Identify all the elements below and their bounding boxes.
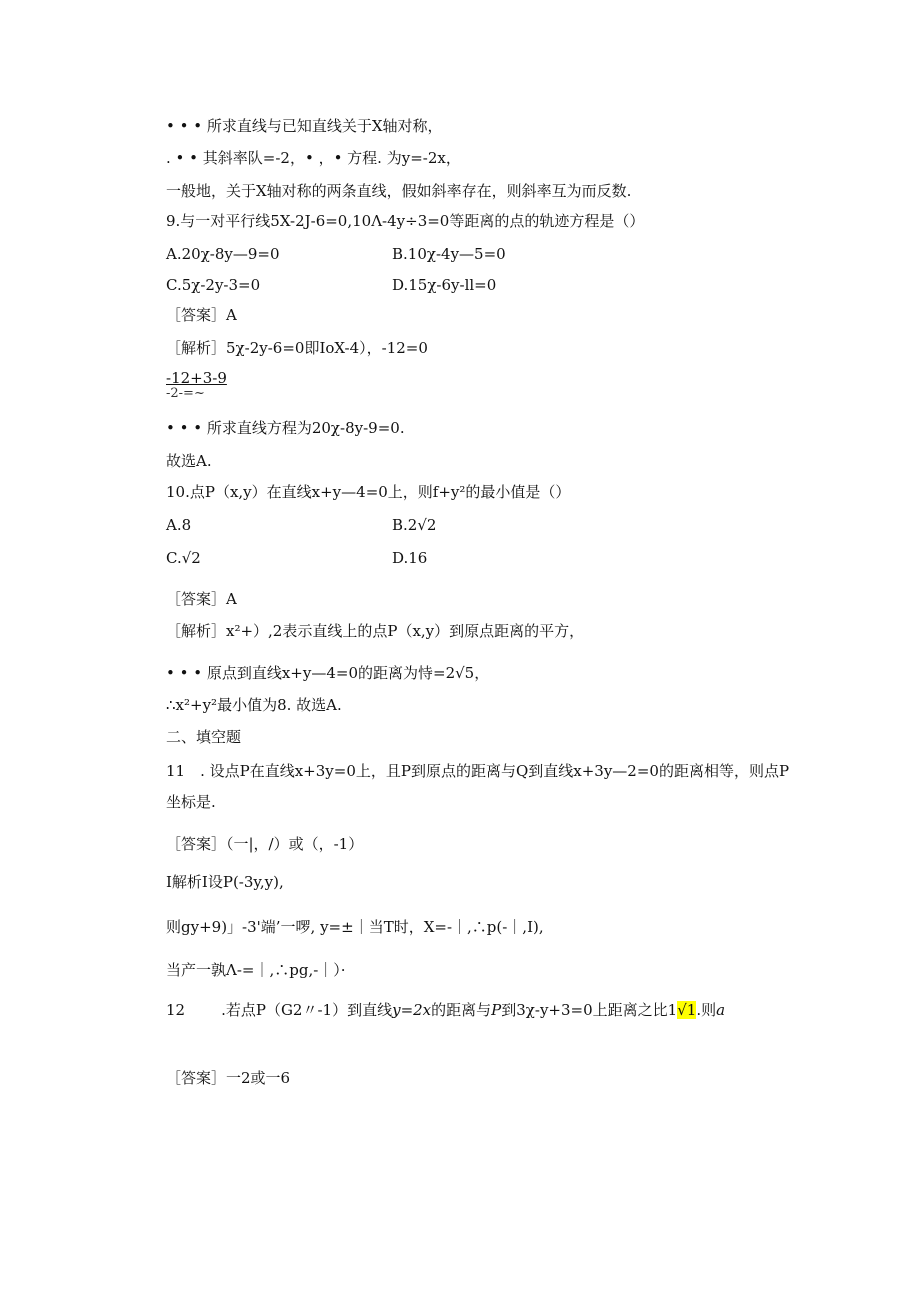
text-line: 则gy+9)」-3'端’一啰, y=±｜当T时，X=-｜,∴p(-｜,I), <box>166 918 544 936</box>
text-line: 坐标是. <box>166 793 216 811</box>
question-text: a <box>716 1001 726 1019</box>
question-text: 到3χ-y+3=0上距离之比1 <box>501 1001 678 1019</box>
fraction-denominator: -2-=~ <box>166 386 205 401</box>
text-line: 一般地，关于X轴对称的两条直线，假如斜率存在，则斜率互为而反数. <box>166 182 632 200</box>
text-line: . • • 其斜率队=-2，• ，• 方程. 为y=-2x， <box>166 149 461 167</box>
option-d: D.16 <box>392 549 428 567</box>
highlighted-text: √1 <box>677 1001 697 1019</box>
option-c: C.5χ-2y-3=0 <box>166 276 261 294</box>
analysis-text: ［解析］x²+）,2表示直线上的点P（x,y）到原点距离的平方， <box>166 622 585 640</box>
question-text: y=2x <box>392 1001 432 1019</box>
question-text: 的距离与 <box>431 1001 492 1019</box>
question-text: .则 <box>696 1001 717 1019</box>
analysis-text: ［解析］5χ-2y-6=0即IoX-4），-12=0 <box>166 339 428 357</box>
question-text: P <box>491 1001 502 1019</box>
option-b: B.2√2 <box>392 516 437 534</box>
answer-label: ［答案］（一|，/）或（，-1） <box>166 835 364 853</box>
question-10: 10.点P（x,y）在直线x+y—4=0上，则f+y²的最小值是（） <box>166 483 571 501</box>
text-line: • • • 原点到直线x+y—4=0的距离为恃=2√5， <box>166 664 490 682</box>
answer-label: ［答案］一2或一6 <box>166 1069 291 1087</box>
question-12 <box>166 1000 725 1020</box>
text-line: 故选A. <box>166 452 212 470</box>
question-text: .若点P（G2〃-1）到直线 <box>221 1001 393 1019</box>
option-b: B.10χ-4y—5=0 <box>392 245 506 263</box>
option-a: A.8 <box>166 516 192 534</box>
text-line: • • • 所求直线方程为20χ-8y-9=0. <box>166 419 405 437</box>
option-a: A.20χ-8y—9=0 <box>166 245 280 263</box>
option-d: D.15χ-6y-ll=0 <box>392 276 497 294</box>
question-9: 9.与一对平行线5X-2J-6=0,10Λ-4y÷3=0等距离的点的轨迹方程是（） <box>166 212 645 230</box>
option-c: C.√2 <box>166 549 201 567</box>
answer-label: ［答案］A <box>166 306 237 324</box>
question-11: 11 . 设点P在直线x+3y=0上，且P到原点的距离与Q到直线x+3y—2=0的距离相等，则点P <box>166 762 790 780</box>
section-heading: 二、填空题 <box>166 728 242 746</box>
analysis-text: I解析I设P(-3y,y), <box>166 873 284 891</box>
text-line: 当产一孰Λ-=｜,∴pg,-｜）· <box>166 961 346 979</box>
text-line: • • • 所求直线与已知直线关于X轴对称， <box>166 117 443 135</box>
answer-label: ［答案］A <box>166 590 237 608</box>
text-line: ∴x²+y²最小值为8. 故选A. <box>166 696 342 714</box>
question-number: 12 <box>166 1001 186 1019</box>
fraction-numerator: -12+3-9 <box>166 369 227 387</box>
